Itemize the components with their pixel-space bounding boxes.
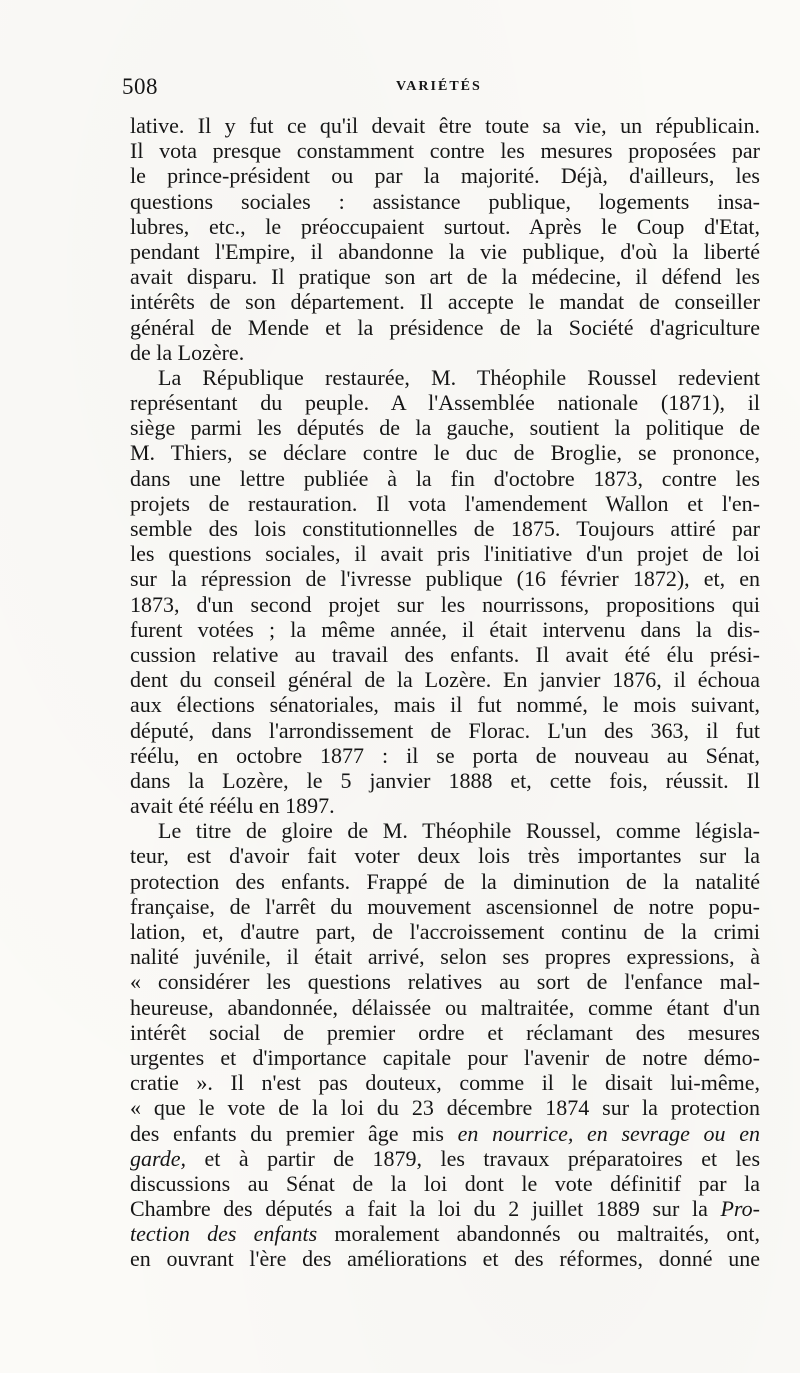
paragraph-first-line: La République restaurée, M. Théophile Roussel redevient [158,364,760,390]
italic-segment: garde, [130,1145,187,1171]
text-line [130,1146,760,1171]
text-line: intérêt social de premier ordre et réclamant des mesures [130,1019,760,1045]
text-line: projets de restauration. Il vota l'amendement Wallon et l'en- [130,490,760,516]
text-line: aux élections sénatoriales, mais il fut nommé, le mois suivant, [130,692,760,718]
text-line: les questions sociales, il avait pris l'initiative d'un projet de loi [130,541,760,567]
text-line: questions sociales : assistance publique, logements insa- [130,188,760,214]
text-line [130,1196,760,1221]
text-segment: moralement abandonnés ou maltraités, ont, [317,1221,761,1247]
text-line: française, de l'arrêt du mouvement ascensionnel de notre popu- [130,893,760,919]
text-line: cratie ». Il n'est pas douteux, comme il le disait lui-même, [130,1070,760,1096]
body-text [130,113,760,1272]
text-line: député, dans l'arrondissement de Florac. L'un des 363, il fut [130,717,760,743]
text-line: dans la Lozère, le 5 janvier 1888 et, cette fois, réussit. Il [130,767,760,793]
text-line: urgentes et d'importance capitale pour l'avenir de notre démo- [130,1044,760,1070]
text-line: furent votées ; la même année, il était intervenu dans la dis- [130,616,760,642]
text-line: le prince-président ou par la majorité. Déjà, d'ailleurs, les [130,163,760,189]
text-line: pendant l'Empire, il abandonne la vie publique, d'où la liberté [130,238,760,264]
italic-segment: Pro- [720,1196,760,1222]
text-line: réélu, en octobre 1877 : il se porta de nouveau au Sénat, [130,742,760,768]
text-line: 1873, d'un second projet sur les nourrissons, propositions qui [130,591,760,617]
text-line: lation, et, d'autre part, de l'accroissement continu de la crimi [130,919,760,944]
text-line: lubres, etc., le préoccupaient surtout. Après le Coup d'Etat, [130,213,760,239]
paragraph-end-line: avait été réélu en 1897. [130,793,335,819]
text-line: représentant du peuple. A l'Assemblée nationale (1871), il [130,390,760,416]
text-line: teur, est d'avoir fait voter deux lois très importantes sur la [130,843,760,869]
text-segment: Chambre des députés a fait la loi du 2 juillet 1889 sur la [130,1196,721,1222]
text-line: dent du conseil général de la Lozère. En janvier 1876, il échoua [130,667,760,693]
text-line: intérêts de son département. Il accepte le mandat de conseiller [130,289,760,315]
text-line: lative. Il y fut ce qu'il devait être toute sa vie, un républicain. [130,113,760,138]
italic-segment: tection des enfants [130,1221,318,1247]
running-title: VARIÉTÉS [396,79,482,94]
text-line: nalité juvénile, il était arrivé, selon ses propres expressions, à [130,944,760,970]
text-line: cussion relative au travail des enfants. Il avait été élu prési- [130,641,760,667]
paragraph-first-line: Le titre de gloire de M. Théophile Roussel, comme législa- [158,818,760,844]
text-line: « considérer les questions relatives au sort de l'enfance mal- [130,969,760,995]
text-line [130,1121,760,1146]
text-line: M. Thiers, se déclare contre le duc de Broglie, se prononce, [130,440,760,466]
text-line: discussions au Sénat de la loi dont le vote définitif par la [130,1170,760,1196]
text-line: sur la répression de l'ivresse publique (16 février 1872), et, en [130,566,760,592]
text-line: siège parmi les députés de la gauche, soutient la politique de [130,415,760,441]
text-line: protection des enfants. Frappé de la diminution de la natalité [130,868,760,894]
text-segment: des enfants du premier âge mis [130,1120,458,1146]
text-line: en ouvrant l'ère des améliorations et des réformes, donné une [130,1246,760,1272]
text-line [130,1221,760,1246]
text-segment: et à partir de 1879, les travaux préparatoires et les [186,1145,760,1171]
text-line: « que le vote de la loi du 23 décembre 1874 sur la protection [130,1095,760,1121]
paragraph-end-line: de la Lozère. [130,339,245,365]
text-line: heureuse, abandonnée, délaissée ou maltraitée, comme étant d'un [130,994,760,1020]
text-line: général de Mende et la présidence de la Société d'agriculture [130,314,760,340]
italic-segment: en nourrice, en sevrage ou en [457,1120,760,1146]
text-line: dans une lettre publiée à la fin d'octobre 1873, contre les [130,465,760,491]
text-line: avait disparu. Il pratique son art de la médecine, il défend les [130,264,760,290]
text-line: semble des lois constitutionnelles de 1875. Toujours attiré par [130,516,760,541]
running-head [122,74,762,104]
text-line: Il vota presque constamment contre les mesures proposées par [130,138,760,164]
page-number: 508 [122,74,158,99]
